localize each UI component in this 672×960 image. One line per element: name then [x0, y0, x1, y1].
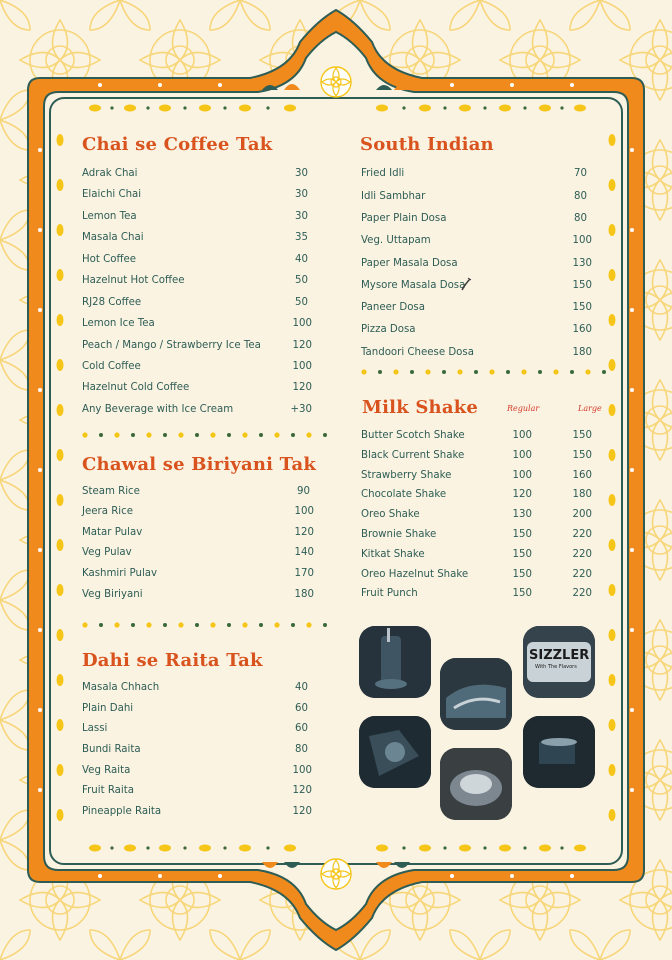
price-large: 200: [572, 509, 592, 520]
price-regular: 100: [512, 450, 532, 461]
sizzler-logo-text: SIZZLER: [529, 648, 590, 663]
menu-item-price: 80: [574, 191, 587, 202]
food-photo-dessert: [440, 658, 512, 730]
menu-item-price: 35: [295, 232, 308, 243]
menu-item-price: 100: [572, 235, 592, 246]
price-regular: 100: [512, 430, 532, 441]
menu-item-price: 100: [294, 506, 314, 517]
menu-item-price: 120: [292, 806, 312, 817]
price-regular: 150: [512, 588, 532, 599]
price-regular: 100: [512, 470, 532, 481]
menu-item-name: Veg Biriyani: [82, 589, 143, 600]
menu-item-name: Fruit Punch: [361, 588, 418, 599]
dot-divider: [361, 369, 607, 375]
menu-item-price: 30: [295, 211, 308, 222]
column-header-regular: Regular: [507, 404, 540, 413]
price-large: 220: [572, 549, 592, 560]
menu-item-name: Hazelnut Hot Coffee: [82, 275, 185, 286]
menu-item-name: Kitkat Shake: [361, 549, 425, 560]
menu-item-name: Veg Pulav: [82, 547, 132, 558]
menu-item-price: 30: [295, 189, 308, 200]
menu-item-name: Elaichi Chai: [82, 189, 142, 200]
menu-item-name: Peach / Mango / Strawberry Ice Tea: [82, 340, 261, 351]
menu-item-name: Kashmiri Pulav: [82, 568, 158, 579]
price-large: 220: [572, 569, 592, 580]
menu-item-price: 170: [294, 568, 314, 579]
menu-item-price: 40: [295, 682, 308, 693]
chili-icon: [460, 276, 472, 290]
price-regular: 130: [512, 509, 532, 520]
menu-item-name: Paneer Dosa: [361, 302, 425, 313]
price-regular: 150: [512, 569, 532, 580]
menu-item-name: Steam Rice: [82, 486, 140, 497]
menu-item-price: 100: [292, 765, 312, 776]
menu-item-price: 150: [572, 280, 592, 291]
food-photo-brownie: [523, 716, 595, 788]
menu-item-name: Hazelnut Cold Coffee: [82, 382, 190, 393]
menu-item-name: RJ28 Coffee: [82, 297, 142, 308]
menu-item-price: 60: [295, 703, 308, 714]
price-regular: 120: [512, 489, 532, 500]
menu-item-name: Pineapple Raita: [82, 806, 162, 817]
menu-item-price: 40: [295, 254, 308, 265]
menu-item-price: 70: [574, 168, 587, 179]
menu-item-price: 80: [295, 744, 308, 755]
food-photo-shake: [359, 716, 431, 788]
menu-item-name: Black Current Shake: [361, 450, 465, 461]
section-title-raita: Dahi se Raita Tak: [82, 650, 263, 671]
price-large: 150: [572, 450, 592, 461]
menu-item-name: Butter Scotch Shake: [361, 430, 465, 441]
menu-item-price: 180: [294, 589, 314, 600]
menu-item-name: Hot Coffee: [82, 254, 137, 265]
menu-item-name: Brownie Shake: [361, 529, 437, 540]
food-photo-drink: [359, 626, 431, 698]
menu-item-price: 90: [297, 486, 310, 497]
menu-item-price: 80: [574, 213, 587, 224]
price-large: 180: [572, 489, 592, 500]
menu-item-name: Veg Raita: [82, 765, 131, 776]
menu-item-name: Mysore Masala Dosa: [361, 280, 466, 291]
bottom-flower-ornament: [256, 852, 416, 896]
menu-item-price: 140: [294, 547, 314, 558]
menu-item-price: 100: [292, 361, 312, 372]
menu-item-name: Pizza Dosa: [361, 324, 416, 335]
menu-item-price: 160: [572, 324, 592, 335]
sizzler-tagline: With The Flavors: [535, 664, 577, 670]
section-title-chai: Chai se Coffee Tak: [82, 134, 273, 155]
menu-item-name: Adrak Chai: [82, 168, 138, 179]
menu-item-price: 120: [292, 785, 312, 796]
menu-item-name: Bundi Raita: [82, 744, 141, 755]
menu-item-price: 130: [572, 258, 592, 269]
dot-divider: [82, 622, 328, 628]
menu-item-name: Oreo Hazelnut Shake: [361, 569, 469, 580]
section-title-milk-shake: Milk Shake: [362, 397, 479, 418]
dot-divider: [82, 432, 328, 438]
price-large: 150: [572, 430, 592, 441]
menu-item-name: Cold Coffee: [82, 361, 141, 372]
menu-item-name: Masala Chai: [82, 232, 144, 243]
menu-item-price: 120: [292, 340, 312, 351]
menu-item-price: 150: [572, 302, 592, 313]
column-header-large: Large: [578, 404, 602, 413]
menu-item-name: Paper Plain Dosa: [361, 213, 447, 224]
price-large: 160: [572, 470, 592, 481]
menu-item-name: Plain Dahi: [82, 703, 134, 714]
menu-item-name: Veg. Uttapam: [361, 235, 431, 246]
price-regular: 150: [512, 549, 532, 560]
menu-item-price: 60: [295, 723, 308, 734]
menu-item-name: Masala Chhach: [82, 682, 160, 693]
food-photo-sizzler-logo: [523, 626, 595, 698]
menu-item-price: 120: [292, 382, 312, 393]
top-flower-ornament: [256, 60, 416, 104]
menu-item-name: Lassi: [82, 723, 108, 734]
menu-item-name: Matar Pulav: [82, 527, 143, 538]
menu-item-price: 50: [295, 297, 308, 308]
menu-item-price: 120: [294, 527, 314, 538]
food-photo-bowl: [440, 748, 512, 820]
price-large: 220: [572, 529, 592, 540]
price-regular: 150: [512, 529, 532, 540]
menu-item-name: Strawberry Shake: [361, 470, 452, 481]
menu-item-name: Idli Sambhar: [361, 191, 426, 202]
menu-item-name: Chocolate Shake: [361, 489, 447, 500]
section-title-biriyani: Chawal se Biriyani Tak: [82, 454, 317, 475]
menu-item-price: 100: [292, 318, 312, 329]
menu-item-name: Lemon Ice Tea: [82, 318, 155, 329]
section-title-south-indian: South Indian: [360, 134, 494, 155]
menu-item-name: Oreo Shake: [361, 509, 420, 520]
menu-item-price: 180: [572, 347, 592, 358]
menu-item-name: Paper Masala Dosa: [361, 258, 458, 269]
menu-item-price: 30: [295, 168, 308, 179]
menu-item-name: Fruit Raita: [82, 785, 134, 796]
menu-item-name: Lemon Tea: [82, 211, 137, 222]
menu-item-price: +30: [290, 404, 312, 415]
menu-item-price: 50: [295, 275, 308, 286]
menu-item-name: Fried Idli: [361, 168, 405, 179]
price-large: 220: [572, 588, 592, 599]
menu-item-name: Tandoori Cheese Dosa: [361, 347, 474, 358]
menu-item-name: Any Beverage with Ice Cream: [82, 404, 234, 415]
menu-item-name: Jeera Rice: [82, 506, 133, 517]
